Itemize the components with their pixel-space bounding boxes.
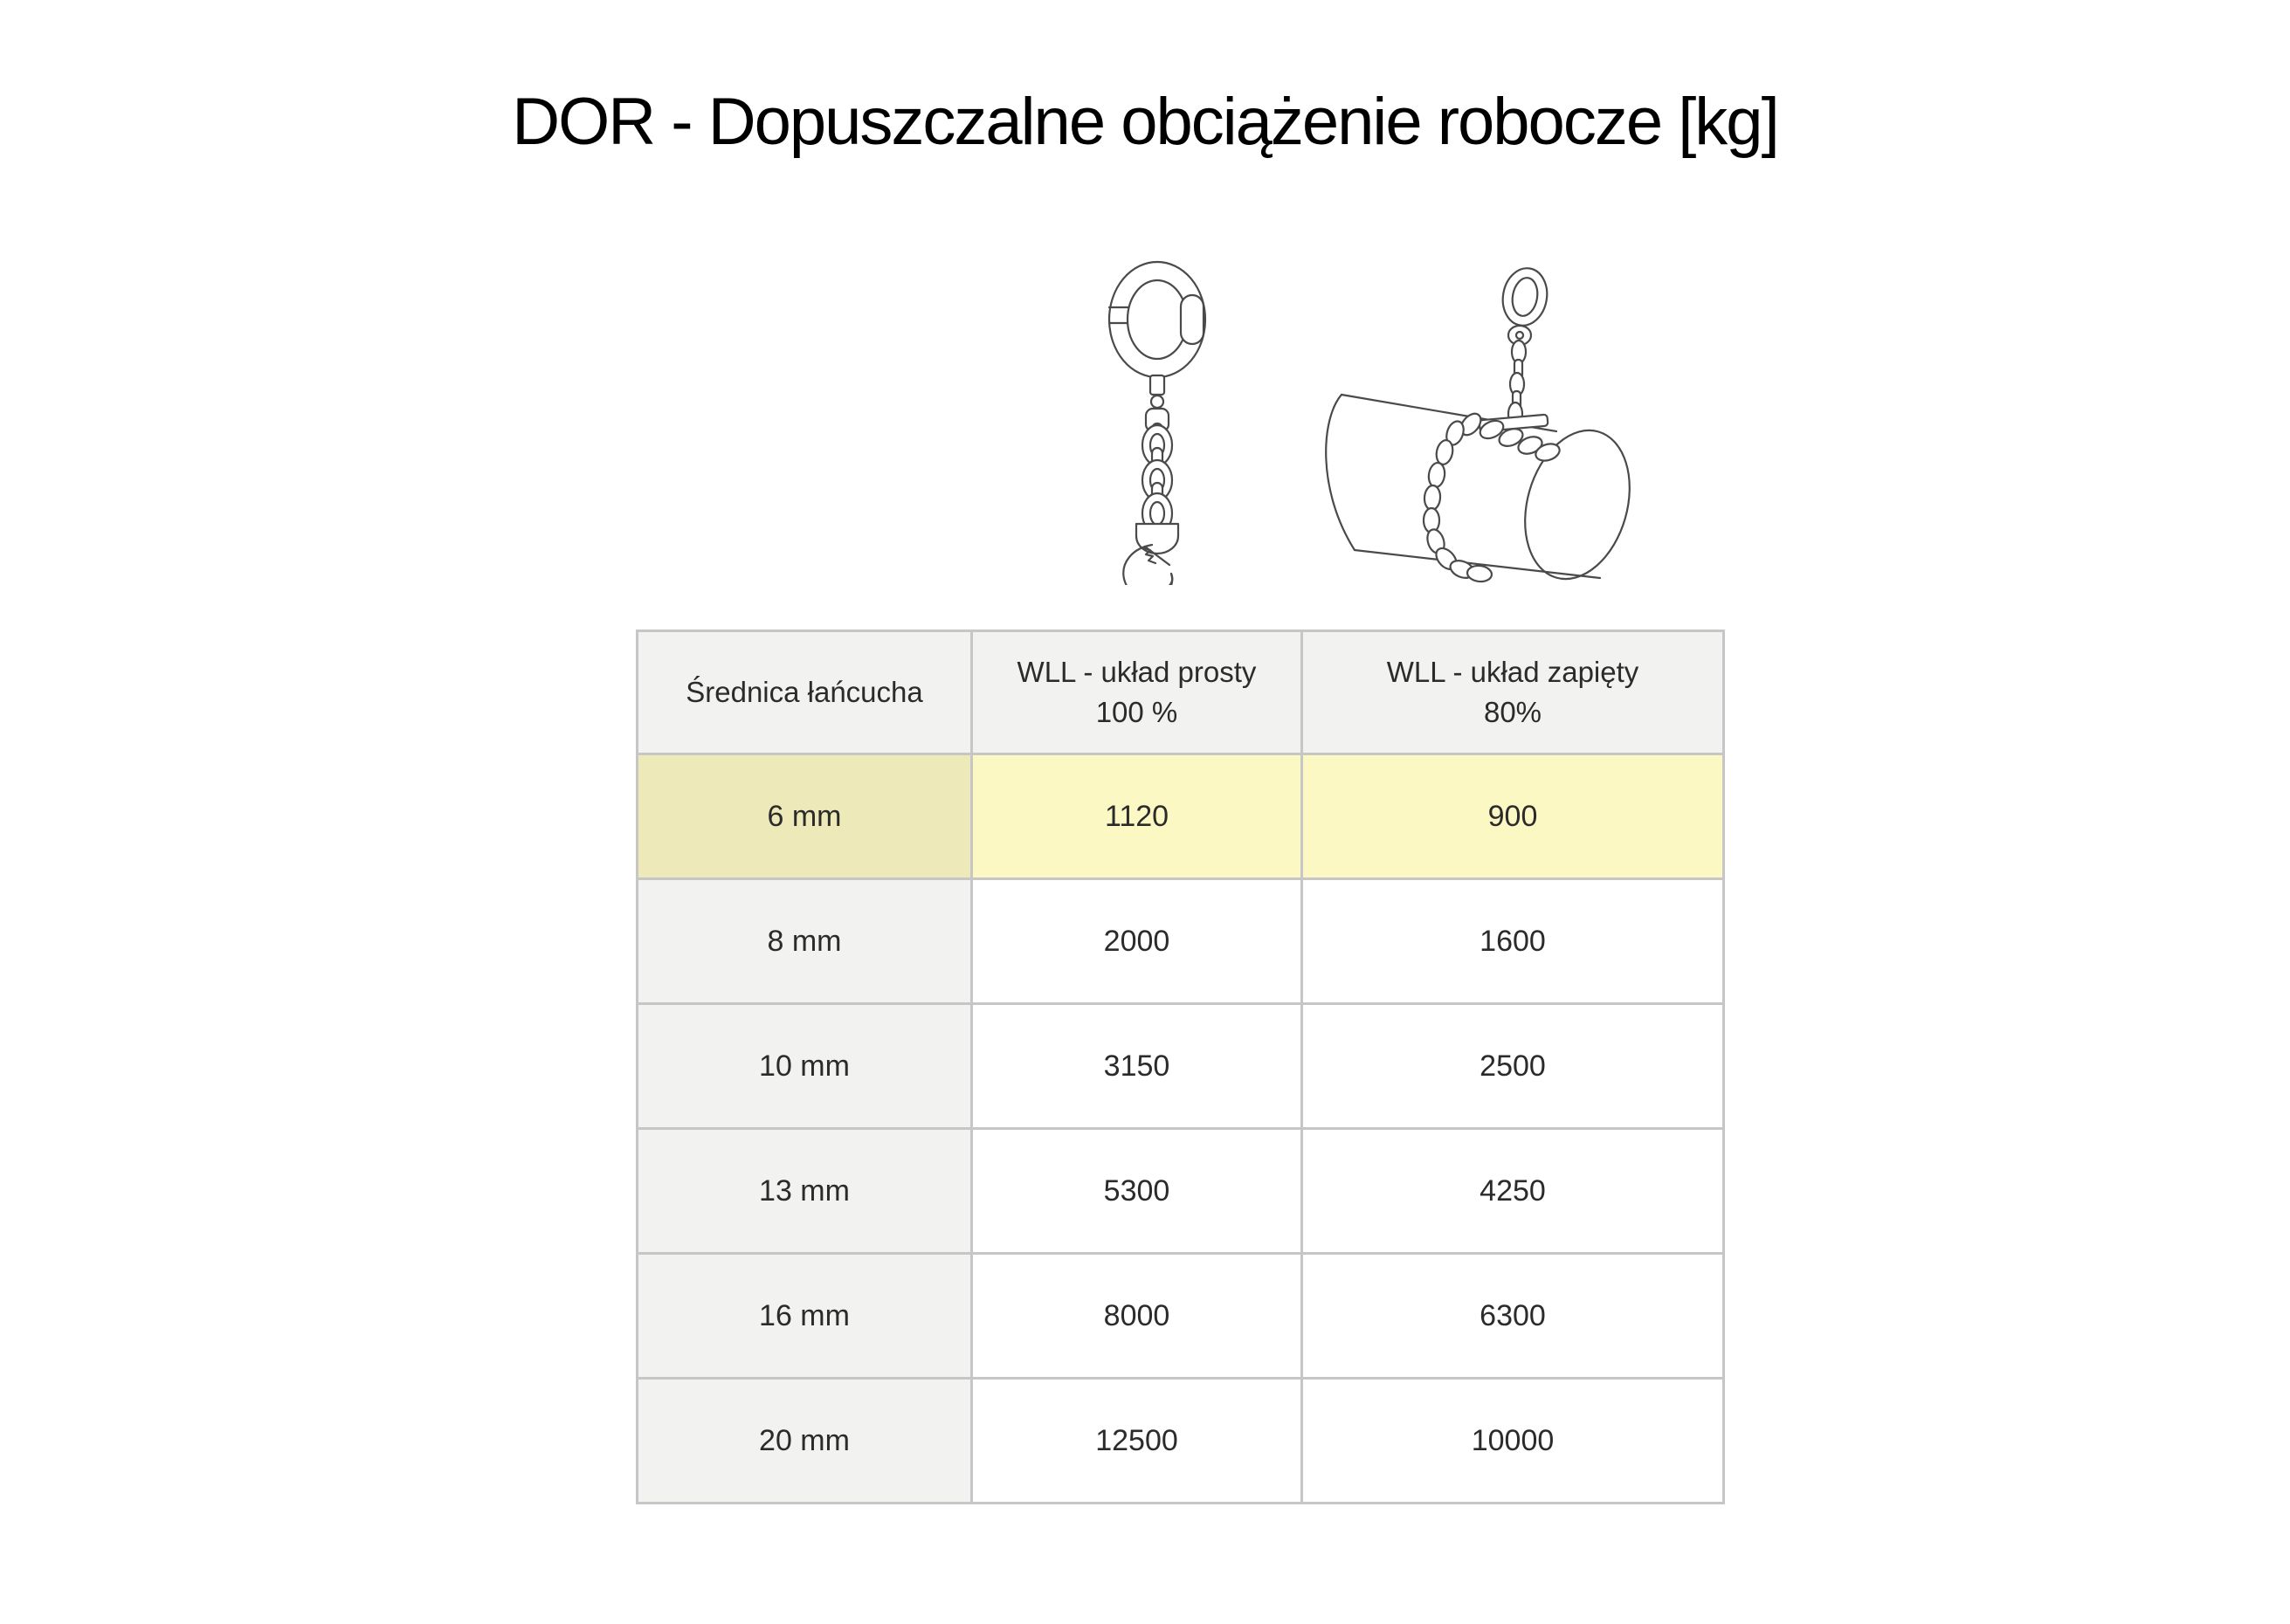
chain-diameter-cell: 10 mm <box>638 1004 972 1129</box>
chain-diameter-cell: 13 mm <box>638 1129 972 1254</box>
header-wll-straight-label: WLL - układ prosty <box>1017 655 1257 688</box>
page-title: DOR - Dopuszczalne obciążenie robocze [kg] <box>512 85 1778 159</box>
wll-choked-cell: 1600 <box>1302 879 1724 1004</box>
table-row <box>638 1379 1724 1504</box>
wll-choked-cell: 4250 <box>1302 1129 1724 1254</box>
chain-diameter-cell: 16 mm <box>638 1254 972 1379</box>
chain-diameter-cell: 20 mm <box>638 1379 972 1504</box>
wll-choked-cell: 900 <box>1302 754 1724 879</box>
table-row <box>638 1129 1724 1254</box>
header-wll-straight <box>972 631 1302 754</box>
chain-sling-straight-drawing <box>1046 255 1278 585</box>
vertical-chain <box>1508 341 1526 425</box>
chain-sling-choked-drawing <box>1307 262 1704 585</box>
header-chain-diameter <box>638 631 972 754</box>
sling-hook <box>1123 524 1178 585</box>
wll-straight-cell: 1120 <box>972 754 1302 879</box>
header-wll-choked-label: WLL - układ zapięty <box>1386 655 1639 688</box>
table-row <box>638 1254 1724 1379</box>
chain-diameter-cell: 8 mm <box>638 879 972 1004</box>
table-row <box>638 754 1724 879</box>
table-row <box>638 1004 1724 1129</box>
table-body <box>638 754 1724 1504</box>
wll-straight-cell: 12500 <box>972 1379 1302 1504</box>
wll-choked-cell: 6300 <box>1302 1254 1724 1379</box>
chain <box>1142 423 1172 533</box>
header-wll-choked <box>1302 631 1724 754</box>
top-link <box>1499 265 1552 345</box>
chain-diameter-cell: 6 mm <box>638 754 972 879</box>
chain-sling-choked-illustration <box>1307 262 1704 585</box>
wll-choked-cell: 10000 <box>1302 1379 1724 1504</box>
wll-straight-cell: 8000 <box>972 1254 1302 1379</box>
wll-straight-cell: 2000 <box>972 879 1302 1004</box>
table-header-row <box>638 631 1724 754</box>
header-wll-choked-percent: 80% <box>1483 696 1542 728</box>
wll-straight-cell: 3150 <box>972 1004 1302 1129</box>
table-row <box>638 879 1724 1004</box>
header-wll-straight-percent: 100 % <box>1095 696 1178 728</box>
wll-choked-cell: 2500 <box>1302 1004 1724 1129</box>
wll-table <box>636 630 1725 1504</box>
chain-sling-straight-illustration <box>1046 255 1278 585</box>
master-link <box>1109 262 1205 377</box>
wll-straight-cell: 5300 <box>972 1129 1302 1254</box>
header-chain-diameter-label: Średnica łańcucha <box>686 675 923 708</box>
